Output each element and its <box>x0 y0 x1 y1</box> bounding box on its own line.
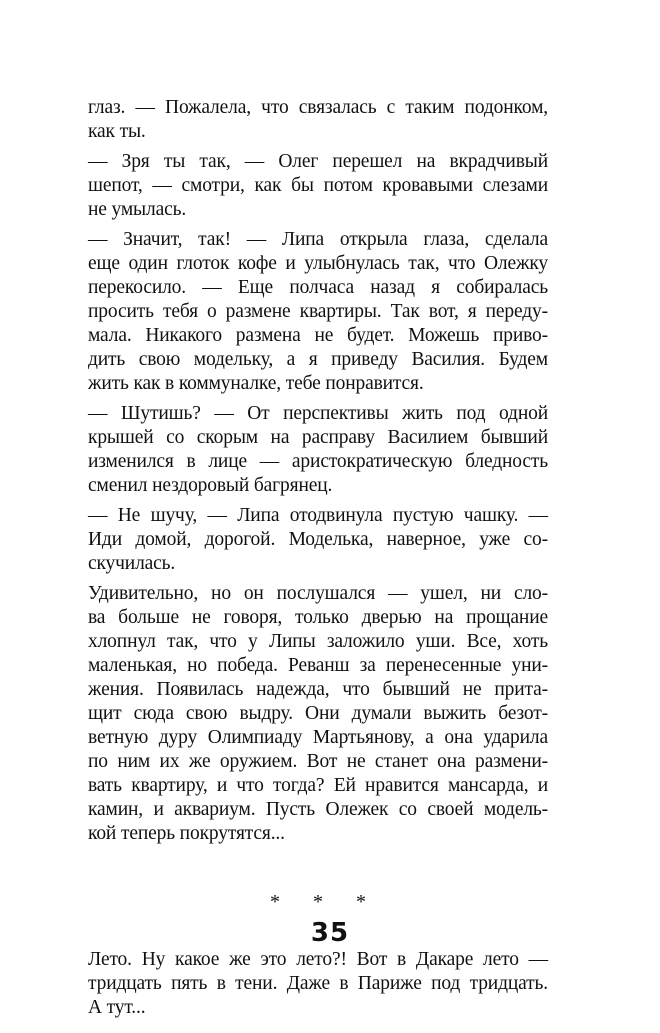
text-line: глаз. — Пожалела, что связалась с таким подонком, <box>88 97 548 118</box>
paragraph <box>88 228 548 396</box>
text-line: вать квартиру, и что тогда? Ей нравится мансарда, и <box>88 775 548 796</box>
text-line: хлопнул так, что у Липы заложило уши. Все, хоть <box>88 631 548 652</box>
after-separator-paragraphs <box>88 948 548 1020</box>
text-line: тридцать пять в тени. Даже в Париже под тридцать. <box>88 973 548 994</box>
text-line: скучилась. <box>88 553 176 574</box>
text-line: Иди домой, дорогой. Моделька, наверное, уже со- <box>88 529 548 550</box>
paragraph <box>88 582 548 846</box>
paragraph <box>88 504 548 576</box>
text-line: жения. Появилась надежда, что бывший не прита- <box>88 679 548 700</box>
text-line: — Значит, так! — Липа открыла глаза, сделала <box>88 229 548 250</box>
text-line: — Шутишь? — От перспективы жить под одной <box>88 403 548 424</box>
paragraph <box>88 96 548 144</box>
text-line: шепот, — смотри, как бы потом кровавыми слезами <box>88 175 548 196</box>
text-line: Удивительно, но он послушался — ушел, ни сло- <box>88 583 548 604</box>
page-number: 35 <box>310 918 350 948</box>
text-line: как ты. <box>88 121 146 142</box>
text-line: сменил нездоровый багрянец. <box>88 475 333 496</box>
section-separator: * * * <box>270 891 380 913</box>
text-line: крышей со скорым на расправу Василием бывший <box>88 427 548 448</box>
paragraph <box>88 150 548 222</box>
text-line: кой теперь покрутятся... <box>88 823 285 844</box>
text-line: ва больше не говоря, только дверью на прощание <box>88 607 548 628</box>
text-line: А тут... <box>88 997 146 1018</box>
text-line: просить тебя о размене квартиры. Так вот, я переду- <box>88 301 548 322</box>
body-paragraphs <box>88 96 548 846</box>
text-line: изменился в лице — аристократическую бледность <box>88 451 548 472</box>
text-line: не умылась. <box>88 199 187 220</box>
paragraph <box>88 948 548 1020</box>
text-line: по ним их же оружием. Вот не станет она размени- <box>88 751 548 772</box>
text-line: мала. Никакого размена не будет. Можешь приво- <box>88 325 548 346</box>
text-line: щит сюда свою выдру. Они думали выжить безот- <box>88 703 548 724</box>
page-text-block <box>88 96 548 1026</box>
text-line: жить как в коммуналке, тебе понравится. <box>88 373 424 394</box>
text-line: еще один глоток кофе и улыбнулась так, что Олежку <box>88 253 548 274</box>
text-line: дить свою модельку, а я приведу Василия. Будем <box>88 349 548 370</box>
text-line: маленькая, но победа. Реванш за перенесенные уни- <box>88 655 548 676</box>
text-line: камин, и аквариум. Пусть Олежек со своей модель- <box>88 799 548 820</box>
text-line: — Зря ты так, — Олег перешел на вкрадчивый <box>88 151 548 172</box>
text-line: — Не шучу, — Липа отодвинула пустую чашку. — <box>88 505 548 526</box>
text-line: перекосило. — Еще полчаса назад я собиралась <box>88 277 548 298</box>
text-line: ветную дуру Олимпиаду Мартьянову, а она ударила <box>88 727 548 748</box>
paragraph <box>88 402 548 498</box>
text-line: Лето. Ну какое же это лето?! Вот в Дакаре лето — <box>88 949 548 970</box>
